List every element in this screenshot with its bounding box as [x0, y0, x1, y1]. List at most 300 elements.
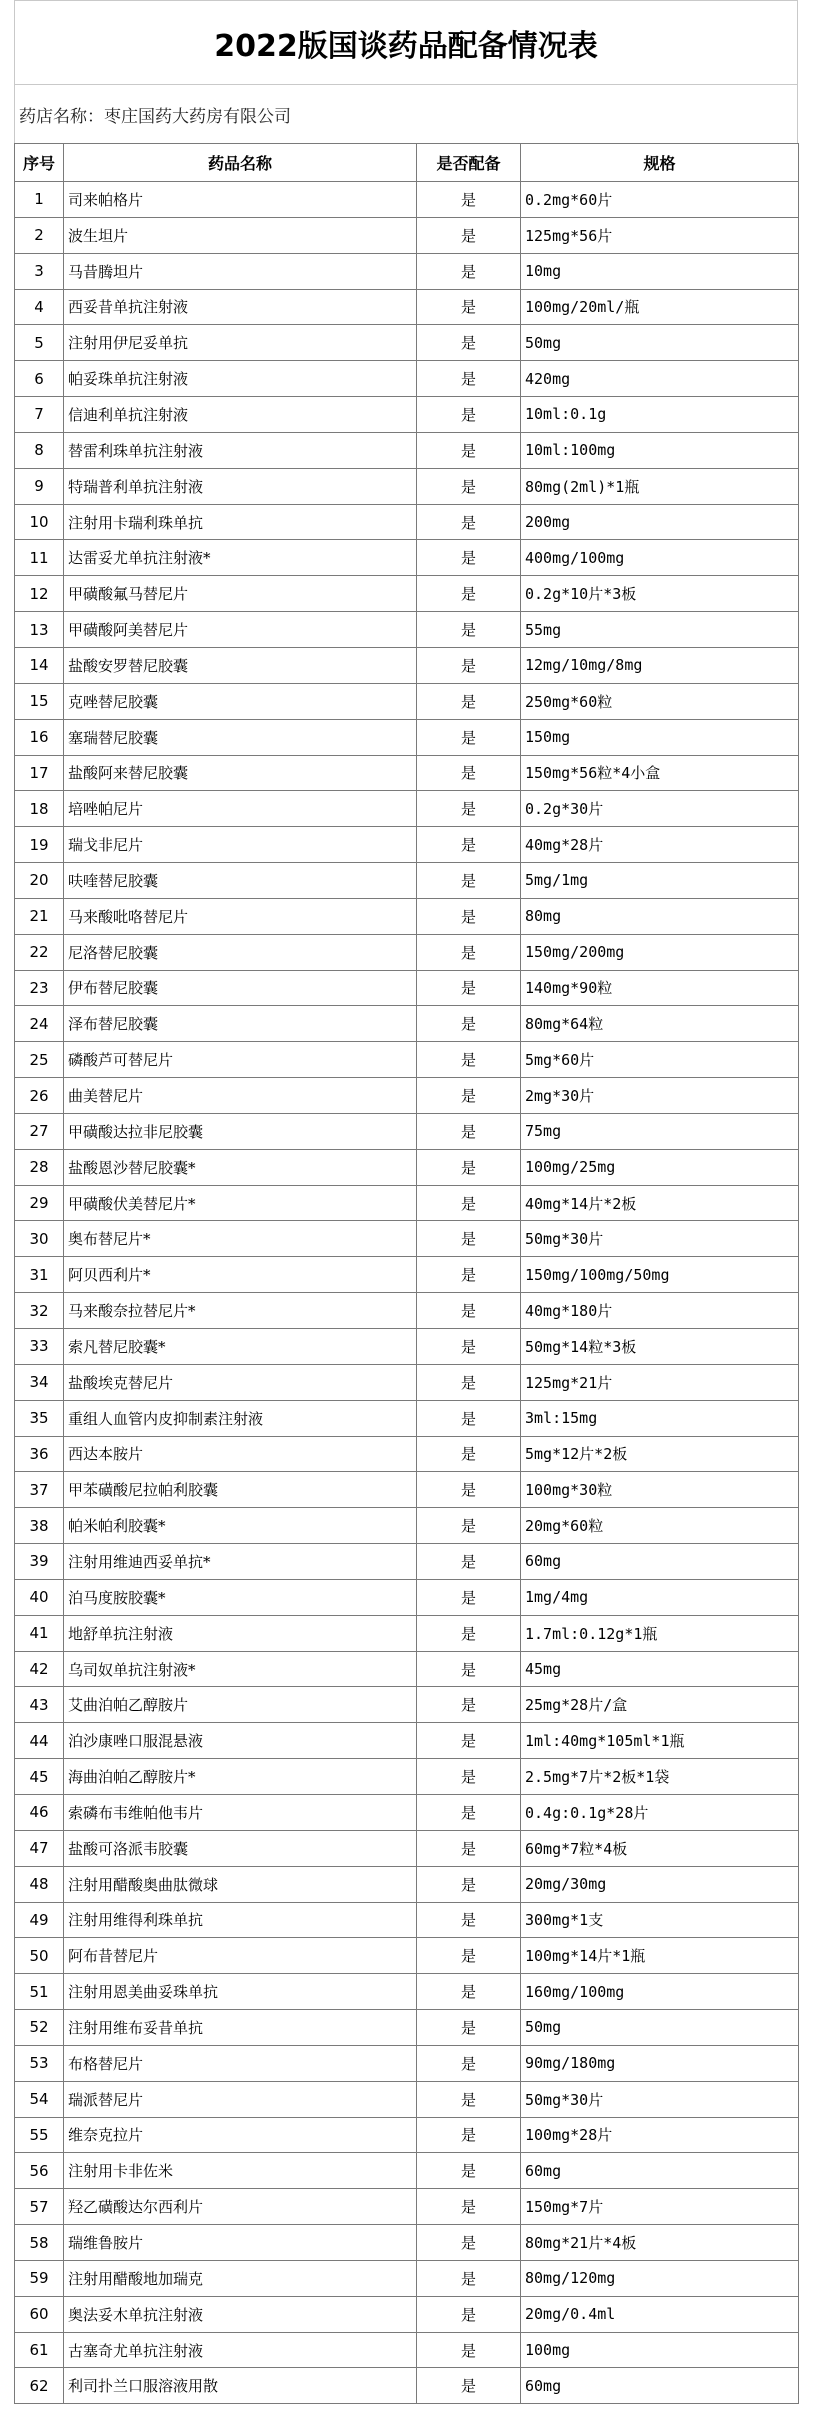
- cell-stocked: 是: [417, 683, 521, 719]
- table-row: [15, 540, 799, 576]
- cell-stocked: 是: [417, 827, 521, 863]
- cell-index: 50: [15, 1938, 64, 1974]
- table-row: [15, 325, 799, 361]
- table-row: [15, 432, 799, 468]
- table-row: [15, 2260, 799, 2296]
- cell-spec: 50mg*30片: [521, 2081, 799, 2117]
- cell-spec: 80mg*64粒: [521, 1006, 799, 1042]
- cell-index: 52: [15, 2010, 64, 2046]
- cell-drug-name: 瑞戈非尼片: [64, 827, 417, 863]
- cell-stocked: 是: [417, 1221, 521, 1257]
- table-row: [15, 1257, 799, 1293]
- cell-spec: 150mg/200mg: [521, 934, 799, 970]
- table-row: [15, 719, 799, 755]
- cell-drug-name: 瑞维鲁胺片: [64, 2225, 417, 2261]
- cell-index: 23: [15, 970, 64, 1006]
- cell-spec: 40mg*28片: [521, 827, 799, 863]
- cell-spec: 60mg: [521, 1544, 799, 1580]
- cell-stocked: 是: [417, 1006, 521, 1042]
- cell-spec: 5mg/1mg: [521, 863, 799, 899]
- table-row: [15, 1329, 799, 1365]
- cell-drug-name: 注射用卡瑞利珠单抗: [64, 504, 417, 540]
- cell-drug-name: 盐酸安罗替尼胶囊: [64, 647, 417, 683]
- table-row: [15, 1042, 799, 1078]
- table-header-row: [15, 144, 799, 182]
- cell-index: 3: [15, 253, 64, 289]
- cell-stocked: 是: [417, 1185, 521, 1221]
- cell-index: 13: [15, 612, 64, 648]
- cell-index: 46: [15, 1794, 64, 1830]
- table-row: [15, 791, 799, 827]
- cell-index: 20: [15, 863, 64, 899]
- cell-drug-name: 甲苯磺酸尼拉帕利胶囊: [64, 1472, 417, 1508]
- cell-drug-name: 注射用醋酸地加瑞克: [64, 2260, 417, 2296]
- cell-spec: 5mg*12片*2板: [521, 1436, 799, 1472]
- cell-drug-name: 克唑替尼胶囊: [64, 683, 417, 719]
- cell-spec: 100mg: [521, 2332, 799, 2368]
- cell-drug-name: 注射用维布妥昔单抗: [64, 2010, 417, 2046]
- cell-drug-name: 替雷利珠单抗注射液: [64, 432, 417, 468]
- cell-stocked: 是: [417, 468, 521, 504]
- table-row: [15, 1938, 799, 1974]
- cell-drug-name: 泊马度胺胶囊*: [64, 1579, 417, 1615]
- table-row: [15, 683, 799, 719]
- cell-drug-name: 西妥昔单抗注射液: [64, 289, 417, 325]
- table-row: [15, 1293, 799, 1329]
- drug-table: [14, 143, 799, 2404]
- cell-spec: 75mg: [521, 1113, 799, 1149]
- cell-drug-name: 培唑帕尼片: [64, 791, 417, 827]
- cell-stocked: 是: [417, 1723, 521, 1759]
- table-row: [15, 576, 799, 612]
- cell-index: 34: [15, 1364, 64, 1400]
- cell-drug-name: 海曲泊帕乙醇胺片*: [64, 1759, 417, 1795]
- table-row: [15, 2368, 799, 2404]
- cell-index: 10: [15, 504, 64, 540]
- table-row: [15, 755, 799, 791]
- cell-index: 41: [15, 1615, 64, 1651]
- table-row: [15, 182, 799, 218]
- cell-stocked: 是: [417, 2189, 521, 2225]
- cell-index: 35: [15, 1400, 64, 1436]
- cell-spec: 1mg/4mg: [521, 1579, 799, 1615]
- cell-spec: 80mg*21片*4板: [521, 2225, 799, 2261]
- cell-drug-name: 甲磺酸伏美替尼片*: [64, 1185, 417, 1221]
- cell-index: 38: [15, 1508, 64, 1544]
- table-row: [15, 253, 799, 289]
- cell-index: 4: [15, 289, 64, 325]
- cell-stocked: 是: [417, 970, 521, 1006]
- cell-stocked: 是: [417, 217, 521, 253]
- cell-drug-name: 重组人血管内皮抑制素注射液: [64, 1400, 417, 1436]
- cell-drug-name: 盐酸阿来替尼胶囊: [64, 755, 417, 791]
- cell-index: 9: [15, 468, 64, 504]
- cell-stocked: 是: [417, 1974, 521, 2010]
- cell-spec: 1.7ml:0.12g*1瓶: [521, 1615, 799, 1651]
- cell-stocked: 是: [417, 1042, 521, 1078]
- cell-index: 57: [15, 2189, 64, 2225]
- cell-index: 44: [15, 1723, 64, 1759]
- cell-stocked: 是: [417, 432, 521, 468]
- cell-spec: 50mg: [521, 2010, 799, 2046]
- cell-spec: 250mg*60粒: [521, 683, 799, 719]
- table-row: [15, 2010, 799, 2046]
- cell-stocked: 是: [417, 1759, 521, 1795]
- cell-spec: 140mg*90粒: [521, 970, 799, 1006]
- cell-index: 49: [15, 1902, 64, 1938]
- cell-stocked: 是: [417, 253, 521, 289]
- cell-index: 33: [15, 1329, 64, 1365]
- table-row: [15, 2081, 799, 2117]
- table-row: [15, 1759, 799, 1795]
- cell-stocked: 是: [417, 719, 521, 755]
- cell-stocked: 是: [417, 1615, 521, 1651]
- cell-drug-name: 马来酸奈拉替尼片*: [64, 1293, 417, 1329]
- cell-stocked: 是: [417, 1651, 521, 1687]
- cell-stocked: 是: [417, 182, 521, 218]
- cell-drug-name: 泊沙康唑口服混悬液: [64, 1723, 417, 1759]
- table-row: [15, 1866, 799, 1902]
- table-row: [15, 1794, 799, 1830]
- cell-drug-name: 塞瑞替尼胶囊: [64, 719, 417, 755]
- cell-stocked: 是: [417, 1329, 521, 1365]
- table-row: [15, 2153, 799, 2189]
- cell-drug-name: 瑞派替尼片: [64, 2081, 417, 2117]
- cell-index: 45: [15, 1759, 64, 1795]
- table-row: [15, 934, 799, 970]
- cell-stocked: 是: [417, 2153, 521, 2189]
- cell-drug-name: 地舒单抗注射液: [64, 1615, 417, 1651]
- table-row: [15, 1113, 799, 1149]
- table-row: [15, 1651, 799, 1687]
- table-row: [15, 863, 799, 899]
- header-stocked: 是否配备: [417, 144, 521, 182]
- cell-index: 53: [15, 2045, 64, 2081]
- cell-stocked: 是: [417, 863, 521, 899]
- cell-index: 19: [15, 827, 64, 863]
- cell-index: 28: [15, 1149, 64, 1185]
- cell-index: 47: [15, 1830, 64, 1866]
- table-row: [15, 1400, 799, 1436]
- cell-index: 39: [15, 1544, 64, 1580]
- cell-spec: 12mg/10mg/8mg: [521, 647, 799, 683]
- cell-drug-name: 帕米帕利胶囊*: [64, 1508, 417, 1544]
- cell-index: 30: [15, 1221, 64, 1257]
- cell-stocked: 是: [417, 540, 521, 576]
- cell-drug-name: 盐酸埃克替尼片: [64, 1364, 417, 1400]
- cell-stocked: 是: [417, 1293, 521, 1329]
- cell-stocked: 是: [417, 1902, 521, 1938]
- cell-stocked: 是: [417, 1866, 521, 1902]
- cell-spec: 40mg*14片*2板: [521, 1185, 799, 1221]
- cell-spec: 0.2g*30片: [521, 791, 799, 827]
- cell-stocked: 是: [417, 2117, 521, 2153]
- cell-stocked: 是: [417, 1400, 521, 1436]
- cell-index: 56: [15, 2153, 64, 2189]
- cell-spec: 55mg: [521, 612, 799, 648]
- cell-drug-name: 甲磺酸达拉非尼胶囊: [64, 1113, 417, 1149]
- cell-index: 37: [15, 1472, 64, 1508]
- cell-index: 26: [15, 1078, 64, 1114]
- cell-drug-name: 盐酸恩沙替尼胶囊*: [64, 1149, 417, 1185]
- cell-stocked: 是: [417, 647, 521, 683]
- cell-stocked: 是: [417, 2225, 521, 2261]
- table-row: [15, 289, 799, 325]
- cell-spec: 300mg*1支: [521, 1902, 799, 1938]
- table-row: [15, 2189, 799, 2225]
- cell-drug-name: 磷酸芦可替尼片: [64, 1042, 417, 1078]
- table-row: [15, 1006, 799, 1042]
- table-row: [15, 1078, 799, 1114]
- cell-spec: 3ml:15mg: [521, 1400, 799, 1436]
- cell-index: 21: [15, 898, 64, 934]
- cell-spec: 80mg(2ml)*1瓶: [521, 468, 799, 504]
- cell-drug-name: 呋喹替尼胶囊: [64, 863, 417, 899]
- cell-index: 51: [15, 1974, 64, 2010]
- table-row: [15, 504, 799, 540]
- cell-index: 42: [15, 1651, 64, 1687]
- header-spec: 规格: [521, 144, 799, 182]
- table-row: [15, 2045, 799, 2081]
- cell-index: 15: [15, 683, 64, 719]
- cell-stocked: 是: [417, 2332, 521, 2368]
- cell-spec: 400mg/100mg: [521, 540, 799, 576]
- cell-index: 8: [15, 432, 64, 468]
- cell-spec: 150mg/100mg/50mg: [521, 1257, 799, 1293]
- table-row: [15, 1185, 799, 1221]
- cell-drug-name: 泽布替尼胶囊: [64, 1006, 417, 1042]
- cell-spec: 10mg: [521, 253, 799, 289]
- cell-spec: 2.5mg*7片*2板*1袋: [521, 1759, 799, 1795]
- cell-drug-name: 阿布昔替尼片: [64, 1938, 417, 1974]
- cell-drug-name: 索磷布韦维帕他韦片: [64, 1794, 417, 1830]
- cell-stocked: 是: [417, 934, 521, 970]
- cell-stocked: 是: [417, 1830, 521, 1866]
- cell-drug-name: 注射用恩美曲妥珠单抗: [64, 1974, 417, 2010]
- table-row: [15, 1544, 799, 1580]
- table-row: [15, 361, 799, 397]
- cell-index: 43: [15, 1687, 64, 1723]
- cell-stocked: 是: [417, 1113, 521, 1149]
- cell-drug-name: 布格替尼片: [64, 2045, 417, 2081]
- cell-index: 59: [15, 2260, 64, 2296]
- cell-stocked: 是: [417, 504, 521, 540]
- cell-spec: 50mg: [521, 325, 799, 361]
- cell-spec: 100mg/25mg: [521, 1149, 799, 1185]
- cell-drug-name: 信迪利单抗注射液: [64, 397, 417, 433]
- cell-stocked: 是: [417, 1794, 521, 1830]
- table-row: [15, 1974, 799, 2010]
- cell-stocked: 是: [417, 791, 521, 827]
- table-body: [15, 182, 799, 2404]
- table-row: [15, 1436, 799, 1472]
- cell-stocked: 是: [417, 2368, 521, 2404]
- cell-spec: 5mg*60片: [521, 1042, 799, 1078]
- cell-drug-name: 达雷妥尤单抗注射液*: [64, 540, 417, 576]
- table-row: [15, 612, 799, 648]
- cell-index: 11: [15, 540, 64, 576]
- cell-index: 1: [15, 182, 64, 218]
- cell-spec: 200mg: [521, 504, 799, 540]
- cell-spec: 150mg*7片: [521, 2189, 799, 2225]
- cell-spec: 80mg/120mg: [521, 2260, 799, 2296]
- cell-index: 60: [15, 2296, 64, 2332]
- table-row: [15, 468, 799, 504]
- cell-stocked: 是: [417, 755, 521, 791]
- table-row: [15, 1687, 799, 1723]
- cell-spec: 80mg: [521, 898, 799, 934]
- cell-stocked: 是: [417, 2296, 521, 2332]
- cell-drug-name: 波生坦片: [64, 217, 417, 253]
- cell-spec: 125mg*21片: [521, 1364, 799, 1400]
- cell-spec: 0.2mg*60片: [521, 182, 799, 218]
- cell-spec: 150mg: [521, 719, 799, 755]
- cell-drug-name: 维奈克拉片: [64, 2117, 417, 2153]
- cell-drug-name: 乌司奴单抗注射液*: [64, 1651, 417, 1687]
- cell-stocked: 是: [417, 2010, 521, 2046]
- cell-stocked: 是: [417, 1149, 521, 1185]
- cell-drug-name: 阿贝西利片*: [64, 1257, 417, 1293]
- table-row: [15, 397, 799, 433]
- table-row: [15, 1364, 799, 1400]
- cell-index: 32: [15, 1293, 64, 1329]
- cell-spec: 100mg*28片: [521, 2117, 799, 2153]
- cell-drug-name: 特瑞普利单抗注射液: [64, 468, 417, 504]
- cell-spec: 10ml:0.1g: [521, 397, 799, 433]
- table-row: [15, 217, 799, 253]
- cell-spec: 50mg*30片: [521, 1221, 799, 1257]
- table-row: [15, 1723, 799, 1759]
- cell-index: 40: [15, 1579, 64, 1615]
- cell-drug-name: 甲磺酸氟马替尼片: [64, 576, 417, 612]
- cell-drug-name: 注射用卡非佐米: [64, 2153, 417, 2189]
- cell-drug-name: 注射用伊尼妥单抗: [64, 325, 417, 361]
- cell-index: 48: [15, 1866, 64, 1902]
- cell-index: 6: [15, 361, 64, 397]
- header-index: 序号: [15, 144, 64, 182]
- table-row: [15, 827, 799, 863]
- cell-stocked: 是: [417, 397, 521, 433]
- cell-spec: 20mg/30mg: [521, 1866, 799, 1902]
- cell-spec: 420mg: [521, 361, 799, 397]
- cell-stocked: 是: [417, 2045, 521, 2081]
- cell-stocked: 是: [417, 361, 521, 397]
- cell-stocked: 是: [417, 576, 521, 612]
- cell-stocked: 是: [417, 1472, 521, 1508]
- table-row: [15, 1221, 799, 1257]
- cell-spec: 40mg*180片: [521, 1293, 799, 1329]
- cell-drug-name: 注射用维迪西妥单抗*: [64, 1544, 417, 1580]
- cell-index: 5: [15, 325, 64, 361]
- cell-drug-name: 奥法妥木单抗注射液: [64, 2296, 417, 2332]
- cell-index: 25: [15, 1042, 64, 1078]
- header-name: 药品名称: [64, 144, 417, 182]
- cell-spec: 100mg*14片*1瓶: [521, 1938, 799, 1974]
- cell-index: 27: [15, 1113, 64, 1149]
- cell-stocked: 是: [417, 1364, 521, 1400]
- cell-stocked: 是: [417, 325, 521, 361]
- cell-spec: 125mg*56片: [521, 217, 799, 253]
- cell-index: 54: [15, 2081, 64, 2117]
- cell-index: 58: [15, 2225, 64, 2261]
- cell-index: 55: [15, 2117, 64, 2153]
- cell-spec: 0.2g*10片*3板: [521, 576, 799, 612]
- cell-spec: 60mg: [521, 2368, 799, 2404]
- cell-spec: 60mg: [521, 2153, 799, 2189]
- cell-drug-name: 曲美替尼片: [64, 1078, 417, 1114]
- cell-stocked: 是: [417, 1544, 521, 1580]
- cell-stocked: 是: [417, 289, 521, 325]
- cell-stocked: 是: [417, 612, 521, 648]
- table-row: [15, 1149, 799, 1185]
- cell-spec: 100mg*30粒: [521, 1472, 799, 1508]
- cell-drug-name: 注射用维得利珠单抗: [64, 1902, 417, 1938]
- cell-index: 24: [15, 1006, 64, 1042]
- cell-drug-name: 帕妥珠单抗注射液: [64, 361, 417, 397]
- cell-spec: 50mg*14粒*3板: [521, 1329, 799, 1365]
- cell-index: 18: [15, 791, 64, 827]
- table-row: [15, 898, 799, 934]
- cell-drug-name: 奥布替尼片*: [64, 1221, 417, 1257]
- table-row: [15, 1508, 799, 1544]
- cell-spec: 90mg/180mg: [521, 2045, 799, 2081]
- page-title: 2022版国谈药品配备情况表: [14, 0, 798, 84]
- cell-index: 36: [15, 1436, 64, 1472]
- cell-drug-name: 司来帕格片: [64, 182, 417, 218]
- cell-drug-name: 马来酸吡咯替尼片: [64, 898, 417, 934]
- cell-index: 16: [15, 719, 64, 755]
- table-row: [15, 2296, 799, 2332]
- table-row: [15, 970, 799, 1006]
- cell-spec: 160mg/100mg: [521, 1974, 799, 2010]
- cell-index: 14: [15, 647, 64, 683]
- cell-index: 7: [15, 397, 64, 433]
- store-name: 药店名称：枣庄国药大药房有限公司: [14, 84, 798, 143]
- cell-index: 12: [15, 576, 64, 612]
- cell-drug-name: 马昔腾坦片: [64, 253, 417, 289]
- cell-index: 29: [15, 1185, 64, 1221]
- cell-index: 2: [15, 217, 64, 253]
- cell-spec: 45mg: [521, 1651, 799, 1687]
- cell-drug-name: 利司扑兰口服溶液用散: [64, 2368, 417, 2404]
- cell-drug-name: 尼洛替尼胶囊: [64, 934, 417, 970]
- cell-spec: 20mg*60粒: [521, 1508, 799, 1544]
- cell-drug-name: 羟乙磺酸达尔西利片: [64, 2189, 417, 2225]
- cell-index: 61: [15, 2332, 64, 2368]
- cell-drug-name: 艾曲泊帕乙醇胺片: [64, 1687, 417, 1723]
- table-row: [15, 1579, 799, 1615]
- cell-drug-name: 古塞奇尤单抗注射液: [64, 2332, 417, 2368]
- cell-drug-name: 索凡替尼胶囊*: [64, 1329, 417, 1365]
- cell-index: 62: [15, 2368, 64, 2404]
- cell-stocked: 是: [417, 1078, 521, 1114]
- cell-spec: 10ml:100mg: [521, 432, 799, 468]
- table-row: [15, 2117, 799, 2153]
- cell-spec: 2mg*30片: [521, 1078, 799, 1114]
- table-row: [15, 1830, 799, 1866]
- cell-index: 22: [15, 934, 64, 970]
- cell-stocked: 是: [417, 1579, 521, 1615]
- cell-stocked: 是: [417, 1436, 521, 1472]
- cell-stocked: 是: [417, 1257, 521, 1293]
- cell-index: 31: [15, 1257, 64, 1293]
- cell-spec: 25mg*28片/盒: [521, 1687, 799, 1723]
- cell-drug-name: 甲磺酸阿美替尼片: [64, 612, 417, 648]
- table-row: [15, 647, 799, 683]
- cell-drug-name: 注射用醋酸奥曲肽微球: [64, 1866, 417, 1902]
- table-row: [15, 1902, 799, 1938]
- cell-spec: 150mg*56粒*4小盒: [521, 755, 799, 791]
